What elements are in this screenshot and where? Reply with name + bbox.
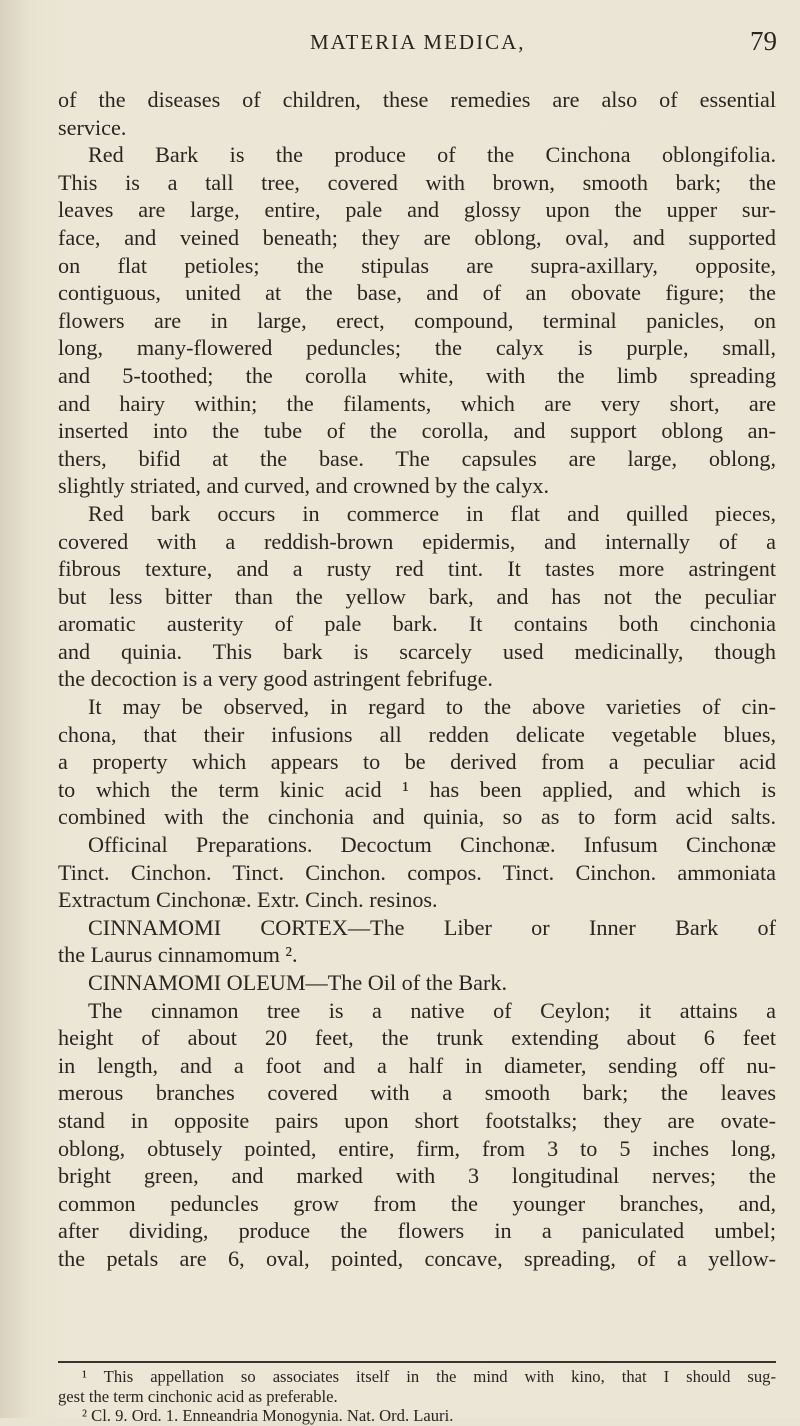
text-line: service.: [58, 114, 127, 140]
footnotes: [58, 1367, 776, 1426]
text-line: common peduncles grow from the younger branches, and,: [58, 1190, 776, 1216]
text-line: Officinal Preparations. Decoctum Cinchonæ. Infusum Cinchonæ: [88, 832, 776, 858]
footnote-rule: [58, 1361, 776, 1363]
text-line: fibrous texture, and a rusty red tint. It tastes more astringent: [58, 556, 776, 582]
text-line: bright green, and marked with 3 longitudinal nerves; the: [58, 1163, 776, 1189]
text-line: covered with a reddish-brown epidermis, and internally of a: [58, 528, 776, 554]
text-line: and 5-toothed; the corolla white, with the limb spreading: [58, 362, 776, 388]
text-line: Red Bark is the produce of the Cinchona oblongifolia.: [88, 142, 776, 168]
footnote-line: ² Cl. 9. Ord. 1. Enneandria Monogynia. Nat. Ord. Lauri.: [82, 1406, 454, 1426]
text-line: the Laurus cinnamomum ².: [58, 942, 298, 968]
page-number: 79: [750, 26, 777, 56]
text-line: of the diseases of children, these remedies are also of essential: [58, 87, 776, 112]
running-title: MATERIA MEDICA,: [310, 30, 526, 54]
text-line: merous branches covered with a smooth bark; the leaves: [58, 1080, 776, 1106]
text-line: face, and veined beneath; they are oblong, oval, and supported: [58, 224, 776, 250]
text-line: Red bark occurs in commerce in flat and quilled pieces,: [88, 500, 776, 526]
text-line: stand in opposite pairs upon short footstalks; they are ovate-: [58, 1107, 776, 1133]
text-line: after dividing, produce the flowers in a paniculated umbel;: [58, 1218, 776, 1244]
text-line: long, many-flowered peduncles; the calyx is purple, small,: [58, 335, 776, 361]
text-line: a property which appears to be derived from a peculiar acid: [58, 749, 776, 775]
body-text: [58, 86, 776, 1273]
page-header: [0, 26, 800, 66]
text-line: This is a tall tree, covered with brown, smooth bark; the: [58, 169, 776, 195]
text-line: chona, that their infusions all redden delicate vegetable blues,: [58, 721, 776, 747]
text-line: inserted into the tube of the corolla, and support oblong an-: [58, 418, 776, 444]
footnote-line: gest the term cinchonic acid as preferable.: [58, 1386, 338, 1406]
text-line: thers, bifid at the base. The capsules are large, oblong,: [58, 445, 776, 471]
text-line: but less bitter than the yellow bark, and has not the peculiar: [58, 583, 776, 609]
text-line: aromatic austerity of pale bark. It contains both cinchonia: [58, 611, 776, 637]
text-line: contiguous, united at the base, and of an obovate figure; the: [58, 280, 776, 306]
text-line: and quinia. This bark is scarcely used medicinally, though: [58, 638, 776, 664]
text-line: CINNAMOMI OLEUM—The Oil of the Bark.: [88, 970, 508, 995]
text-line: flowers are in large, erect, compound, terminal panicles, on: [58, 307, 776, 333]
text-line: in length, and a foot and a half in diameter, sending off nu-: [58, 1052, 776, 1078]
text-line: and hairy within; the filaments, which are very short, are: [58, 390, 776, 416]
text-line: CINNAMOMI CORTEX—The Liber or Inner Bark of: [88, 914, 776, 940]
text-line: leaves are large, entire, pale and glossy upon the upper sur-: [58, 197, 776, 223]
text-line: height of about 20 feet, the trunk extending about 6 feet: [58, 1025, 776, 1051]
text-line: combined with the cinchonia and quinia, so as to form acid salts.: [58, 804, 776, 830]
text-line: to which the term kinic acid ¹ has been applied, and which is: [58, 776, 776, 802]
text-line: Tinct. Cinchon. Tinct. Cinchon. compos. Tinct. Cinchon. ammoniata: [58, 859, 776, 885]
text-line: slightly striated, and curved, and crowned by the calyx.: [58, 473, 550, 499]
text-line: oblong, obtusely pointed, entire, firm, from 3 to 5 inches long,: [58, 1135, 776, 1161]
text-line: the decoction is a very good astringent febrifuge.: [58, 666, 493, 692]
text-line: The cinnamon tree is a native of Ceylon; it attains a: [88, 997, 776, 1023]
text-line: Extractum Cinchonæ. Extr. Cinch. resinos.: [58, 887, 438, 913]
text-line: the petals are 6, oval, pointed, concave, spreading, of a yellow-: [58, 1245, 776, 1271]
text-line: It may be observed, in regard to the above varieties of cin-: [88, 694, 776, 720]
text-line: on flat petioles; the stipulas are supra-axillary, opposite,: [58, 252, 776, 278]
footnote-line: ¹ This appellation so associates itself in the mind with kino, that I should sug-: [82, 1367, 776, 1386]
